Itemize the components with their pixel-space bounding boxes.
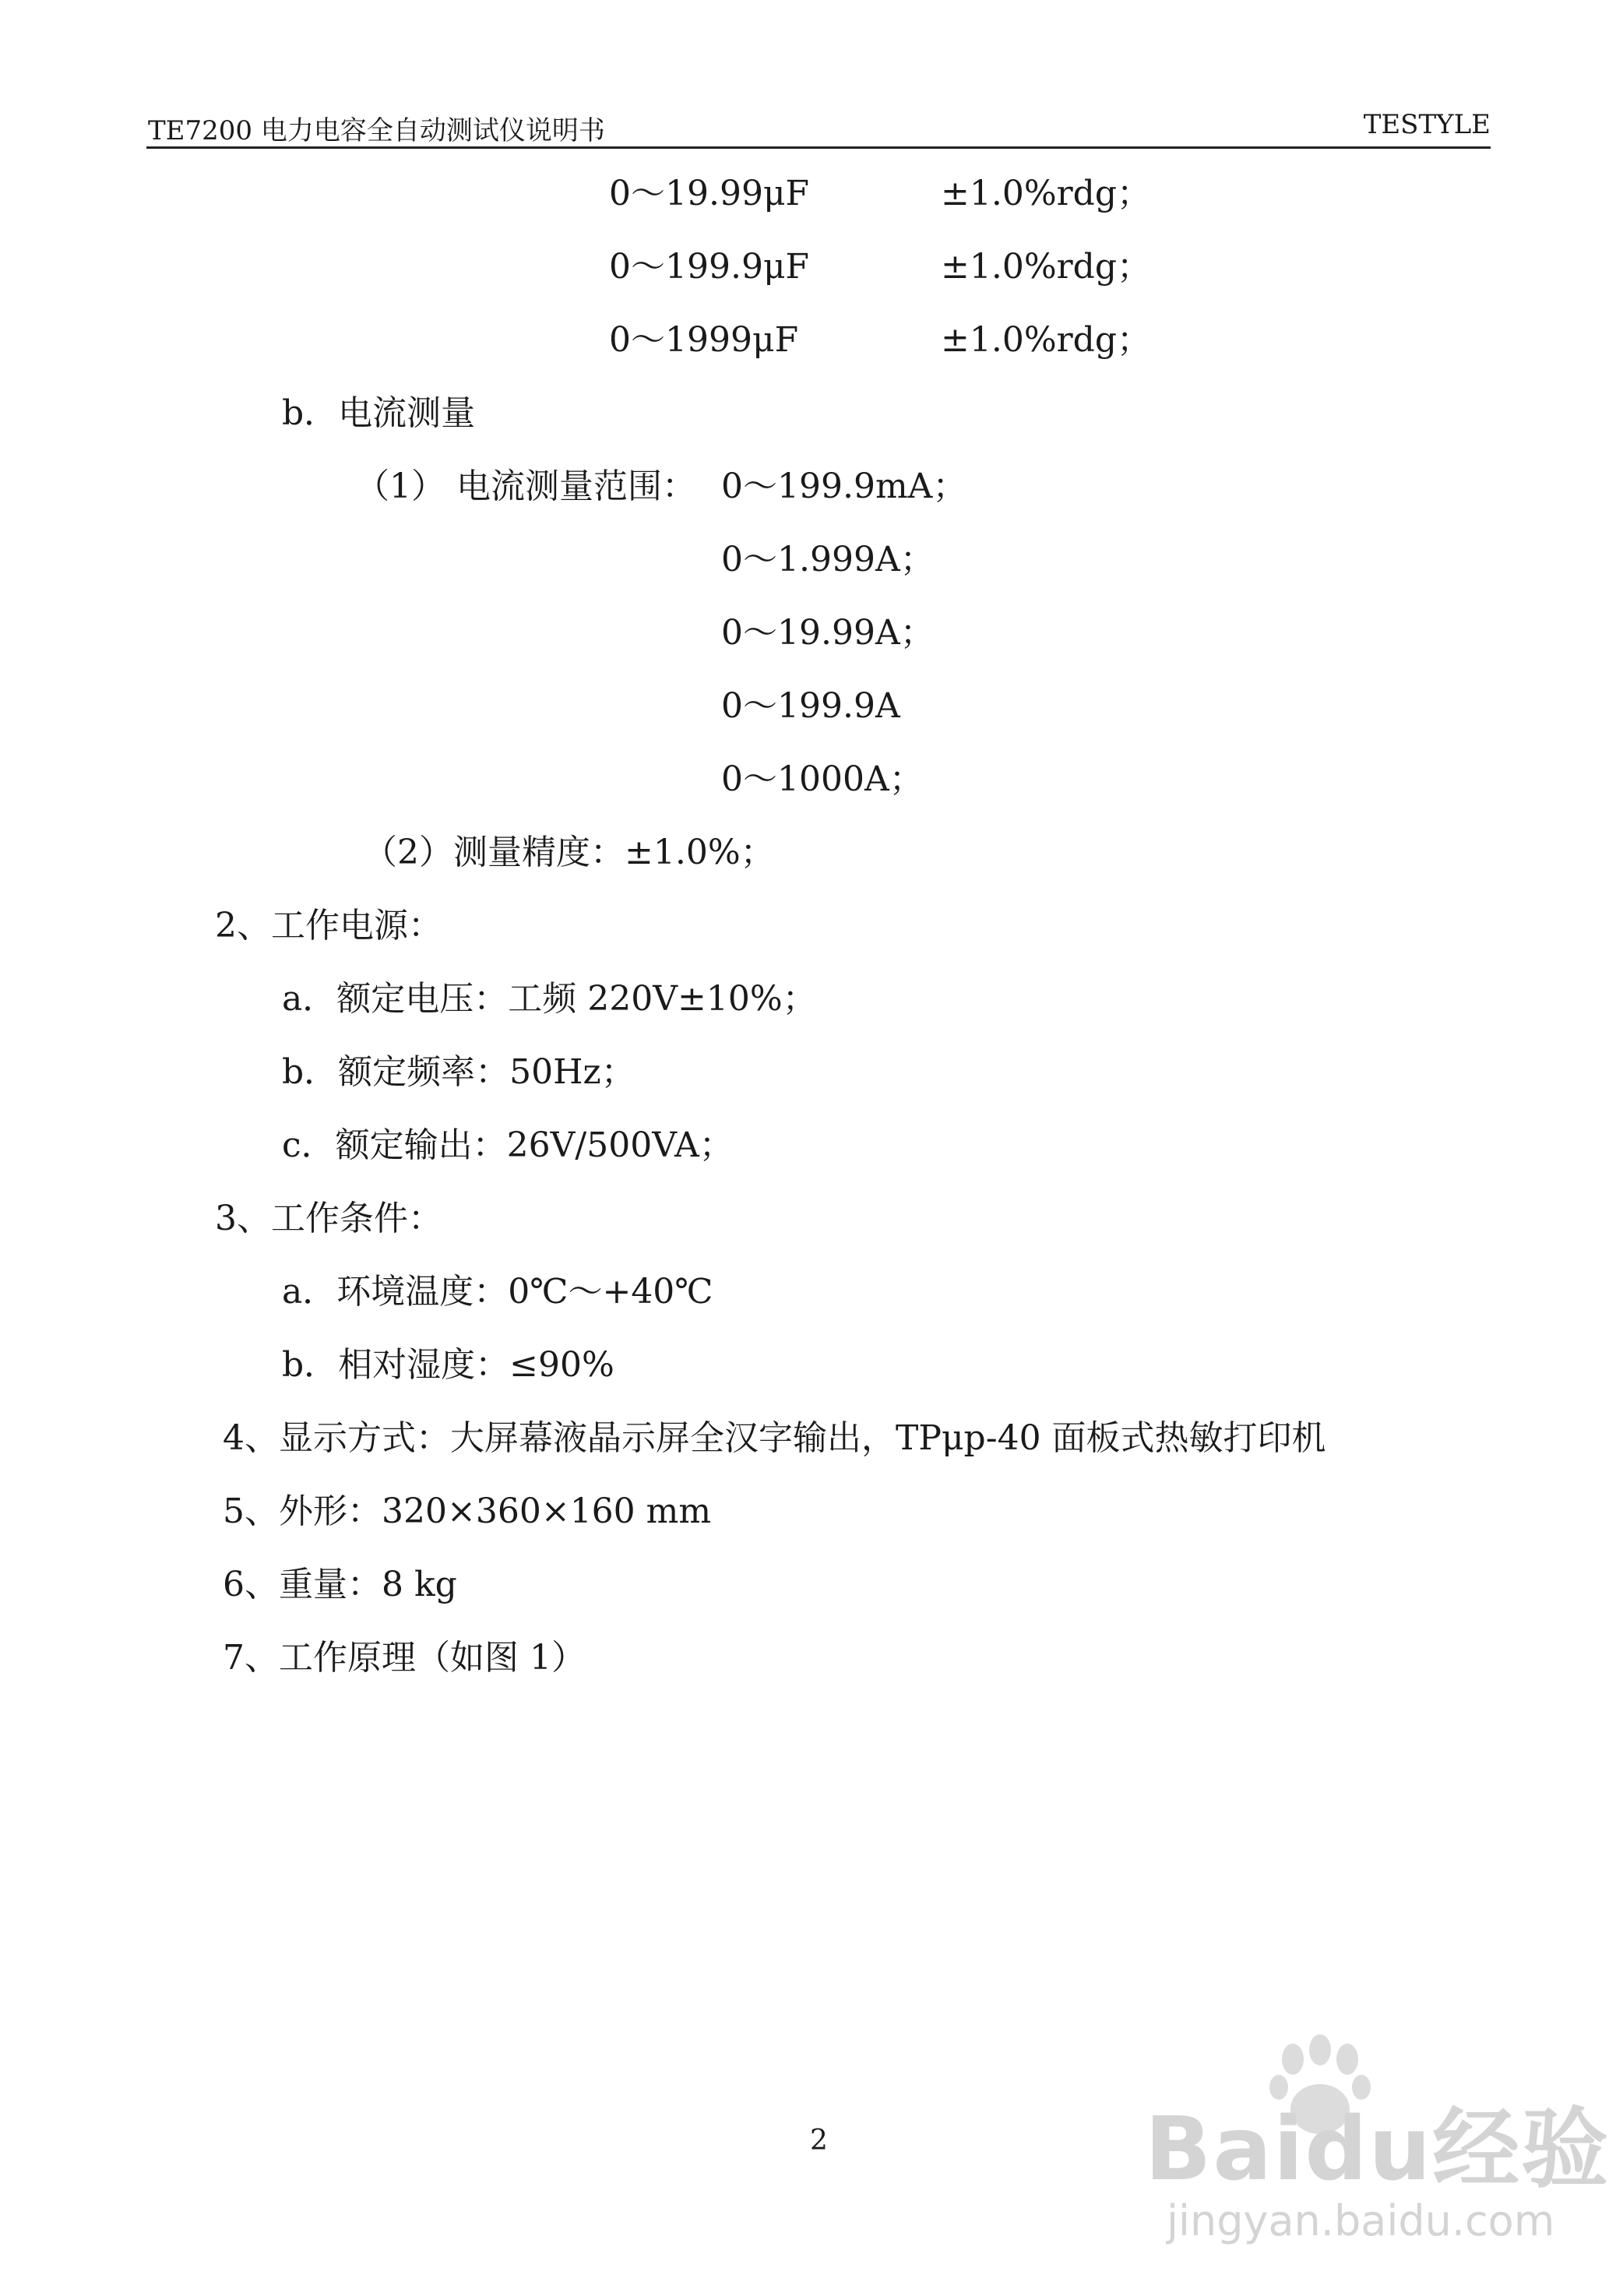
capacitance-accuracy: ±1.0%rdg； [941,174,1152,213]
current-range-item: 0～199.9A [721,686,900,726]
conditions-item: b．相对湿度：≤90% [282,1345,614,1385]
capacitance-range: 0～19.99μF [609,174,810,213]
current-heading: b．电流测量 [282,393,476,433]
conditions-item: a．环境温度：0℃～+40℃ [282,1272,713,1312]
header-title: TE7200 电力电容全自动测试仪说明书 [148,115,605,146]
principle-heading: 7、工作原理（如图 1） [223,1638,586,1678]
current-range-item: 0～1000A； [721,759,924,799]
capacitance-accuracy: ±1.0%rdg； [941,320,1152,360]
header-brand: TESTYLE [1363,109,1491,140]
power-heading: 2、工作电源： [215,906,442,946]
capacitance-accuracy: ±1.0%rdg； [941,247,1152,287]
power-item: a．额定电压：工频 220V±10%； [282,979,817,1019]
weight-spec: 6、重量：8 kg [223,1565,457,1604]
watermark-url: jingyan.baidu.com [1167,2196,1555,2245]
header-rule [146,146,1491,149]
shape-spec: 5、外形：320×360×160 mm [223,1491,712,1531]
current-range-item: 0～199.9mA； [721,467,967,506]
current-range-item: 0～1.999A； [721,540,935,579]
conditions-heading: 3、工作条件： [215,1199,442,1238]
current-range-item: 0～19.99A； [721,613,935,653]
capacitance-range: 0～1999μF [609,320,799,360]
watermark-logo: Baidu经验 [1145,2099,1611,2200]
power-item: c．额定输出：26V/500VA； [282,1125,734,1165]
current-precision: （2）测量精度：±1.0%； [363,833,775,872]
baidu-watermark [1145,2033,1611,2266]
power-item: b．额定频率：50Hz； [282,1052,635,1092]
display-spec: 4、显示方式：大屏幕液晶示屏全汉字输出，TPμp-40 面板式热敏打印机 [223,1418,1326,1458]
current-range-label: （1） 电流测量范围： [355,467,696,506]
page-number: 2 [810,2125,828,2157]
capacitance-range: 0～199.9μF [609,247,810,287]
